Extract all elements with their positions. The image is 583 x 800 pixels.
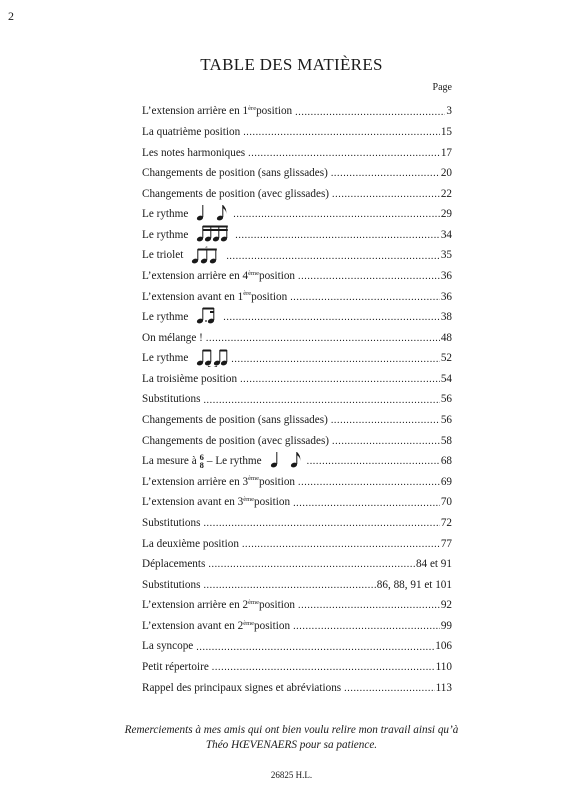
music-notes-icon bbox=[270, 451, 304, 469]
toc-entry-text: Déplacements bbox=[142, 558, 206, 571]
toc-entry-page: 72 bbox=[440, 516, 452, 529]
ordinal-suffix: ère bbox=[243, 290, 252, 298]
publisher-code: 26825 H.L. bbox=[270, 770, 313, 780]
toc-entry bbox=[142, 653, 452, 674]
toc-entry bbox=[142, 138, 452, 159]
dot-leader bbox=[295, 108, 445, 118]
toc-entry bbox=[142, 282, 452, 303]
toc-entry-title bbox=[142, 477, 295, 488]
toc-entry-text: La mesure à bbox=[142, 455, 197, 468]
toc-entry-page: 69 bbox=[440, 475, 452, 488]
toc-entry-text-suffix: position bbox=[258, 475, 296, 488]
toc-entry-text: Petit répertoire bbox=[142, 660, 209, 673]
toc-entry-text: Le rythme bbox=[142, 208, 189, 221]
toc-entry-text: Substitutions bbox=[142, 393, 201, 406]
toc-entry-page: 38 bbox=[440, 311, 452, 324]
toc-entry-page: 17 bbox=[440, 146, 452, 159]
toc-entry-title bbox=[142, 168, 328, 179]
toc-entry-text: Changements de position (sans glissades) bbox=[142, 414, 328, 427]
ordinal-suffix: ère bbox=[248, 105, 257, 113]
toc-entry bbox=[142, 406, 452, 427]
dot-leader bbox=[226, 252, 439, 262]
toc-entry-page: 35 bbox=[440, 249, 452, 262]
toc-entry-text: Le rythme bbox=[142, 311, 189, 324]
toc-entry-page: 34 bbox=[440, 228, 452, 241]
toc-entry bbox=[142, 220, 452, 241]
dot-leader bbox=[196, 643, 434, 653]
toc-entry bbox=[142, 97, 452, 118]
toc-entry-title bbox=[142, 189, 329, 200]
dot-leader bbox=[240, 375, 440, 385]
music-notes-icon bbox=[196, 307, 220, 325]
toc-entry-page: 54 bbox=[440, 372, 452, 385]
toc-entry bbox=[142, 529, 452, 550]
toc-entry-page: 58 bbox=[440, 434, 452, 447]
toc-entry bbox=[142, 591, 452, 612]
page-number: 2 bbox=[8, 9, 14, 23]
dot-leader bbox=[231, 355, 440, 365]
toc-entry-text: L’extension avant en 3 bbox=[142, 496, 244, 509]
acknowledgement-line-2: Théo HŒVENAERS pour sa patience. bbox=[205, 739, 378, 751]
toc-entry-text: L’extension arrière en 1 bbox=[142, 105, 249, 118]
toc-entry-page: 48 bbox=[440, 331, 452, 344]
music-notes-icon bbox=[191, 246, 223, 264]
toc-entry bbox=[142, 159, 452, 180]
toc-entry bbox=[142, 344, 452, 365]
ordinal-suffix: ème bbox=[243, 619, 255, 627]
toc-entry-page: 77 bbox=[440, 537, 452, 550]
toc-entry-text: Le triolet bbox=[142, 249, 184, 262]
toc-entry-text: Le rythme bbox=[142, 352, 189, 365]
toc-entry-page: 86, 88, 91 et 101 bbox=[376, 578, 452, 591]
toc-entry-text: Les notes harmoniques bbox=[142, 146, 246, 159]
toc-entry-title bbox=[142, 436, 329, 447]
dot-leader bbox=[307, 457, 440, 467]
toc-entry-page: 36 bbox=[440, 290, 452, 303]
toc-entry-text: L’extension arrière en 4 bbox=[142, 270, 249, 282]
music-notes-icon bbox=[196, 225, 232, 243]
toc-entry-text: Substitutions bbox=[142, 516, 201, 529]
toc-entry-page: 56 bbox=[440, 393, 452, 406]
toc-entry-page: 70 bbox=[440, 496, 452, 509]
toc-entry bbox=[142, 200, 452, 221]
dot-leader bbox=[344, 684, 434, 694]
toc-entry-text-suffix: position bbox=[258, 599, 296, 612]
toc-entry-title bbox=[142, 333, 203, 344]
dot-leader bbox=[242, 540, 440, 550]
toc-entry-title bbox=[142, 292, 287, 303]
ordinal-suffix: ème bbox=[248, 475, 259, 483]
toc-entry bbox=[142, 179, 452, 200]
toc-entry-text: La quatrième position bbox=[142, 125, 241, 138]
toc-entry-title bbox=[142, 271, 295, 282]
dot-leader bbox=[203, 581, 375, 591]
toc-entry-page: 20 bbox=[440, 167, 452, 180]
dot-leader bbox=[235, 231, 440, 241]
ordinal-suffix: ème bbox=[248, 598, 259, 606]
toc-entry-title bbox=[142, 202, 230, 220]
toc-entry-title bbox=[142, 539, 239, 550]
svg-text:3: 3 bbox=[205, 245, 208, 250]
toc-entry-page: 110 bbox=[435, 660, 452, 673]
dot-leader bbox=[331, 169, 440, 179]
toc-entry-page: 68 bbox=[440, 455, 452, 468]
toc-entry-text-suffix: position bbox=[254, 496, 291, 509]
dot-leader bbox=[208, 560, 415, 570]
toc-entry-title bbox=[142, 497, 290, 508]
toc-entry-title bbox=[142, 394, 200, 405]
dot-leader bbox=[293, 499, 440, 509]
toc-entry-title bbox=[142, 600, 295, 611]
toc-entry-text: Changements de position (avec glissades) bbox=[142, 434, 330, 447]
acknowledgement bbox=[0, 723, 583, 753]
toc-entry bbox=[142, 323, 452, 344]
dot-leader bbox=[290, 293, 440, 303]
ordinal-suffix: ème bbox=[248, 269, 259, 277]
dot-leader bbox=[298, 478, 440, 488]
toc-entry-title bbox=[142, 106, 292, 117]
ordinal-suffix: ème bbox=[243, 496, 255, 504]
toc-entry-page: 56 bbox=[440, 414, 452, 427]
dot-leader bbox=[212, 663, 435, 673]
toc-entry-text: La troisième position bbox=[142, 372, 238, 385]
toc-entry-page: 106 bbox=[435, 640, 452, 653]
dot-leader bbox=[206, 334, 440, 344]
dot-leader bbox=[233, 210, 440, 220]
toc-entry-text-suffix: position bbox=[251, 290, 288, 303]
toc-entry-text: La syncope bbox=[142, 640, 194, 653]
toc-entry-text-suffix: position bbox=[254, 619, 291, 632]
toc-entry-text: Substitutions bbox=[142, 578, 201, 591]
toc-entry-title bbox=[142, 223, 232, 241]
toc-entry bbox=[142, 611, 452, 632]
toc-entry-text: L’extension arrière en 2 bbox=[142, 599, 249, 612]
toc-entry-title bbox=[142, 305, 220, 323]
toc-entry bbox=[142, 550, 452, 571]
time-signature bbox=[200, 453, 204, 469]
toc-entry bbox=[142, 426, 452, 447]
dot-leader bbox=[203, 396, 439, 406]
dot-leader bbox=[243, 128, 440, 138]
toc-entry bbox=[142, 241, 452, 262]
toc-entry-title bbox=[142, 374, 237, 385]
toc-entry-title bbox=[142, 662, 209, 673]
toc-entry-title bbox=[142, 641, 193, 652]
toc-entry-title bbox=[142, 347, 228, 365]
page-column-label: Page bbox=[432, 82, 452, 93]
dot-leader bbox=[331, 416, 440, 426]
toc-entry bbox=[142, 570, 452, 591]
toc-entry bbox=[142, 118, 452, 139]
toc-entry-text: La deuxième position bbox=[142, 537, 239, 550]
dot-leader bbox=[332, 437, 440, 447]
toc-entry-text: L’extension arrière en 3 bbox=[142, 475, 249, 488]
toc-entry-text: Le rythme bbox=[142, 228, 189, 241]
toc-entry-page: 99 bbox=[440, 619, 452, 632]
toc-entry bbox=[142, 365, 452, 386]
toc-entry bbox=[142, 673, 452, 694]
toc-entry-page: 29 bbox=[440, 208, 452, 221]
toc-entry-page: 52 bbox=[440, 352, 452, 365]
acknowledgement-line-1: Remerciements à mes amis qui ont bien voulu relire mon travail ainsi qu’à bbox=[124, 724, 459, 736]
toc-entry-title bbox=[142, 148, 245, 159]
toc-entry-title bbox=[142, 580, 200, 591]
time-signature-bottom: 8 bbox=[199, 460, 204, 471]
toc-entry-text-suffix: position bbox=[258, 270, 296, 282]
dot-leader bbox=[298, 601, 440, 611]
dot-leader bbox=[298, 272, 440, 282]
toc-entry-page: 15 bbox=[440, 125, 452, 138]
toc-entry bbox=[142, 385, 452, 406]
toc-entry-text: On mélange ! bbox=[142, 331, 203, 344]
dot-leader bbox=[248, 149, 440, 159]
toc-entry-text: Rappel des principaux signes et abréviations bbox=[142, 681, 342, 694]
toc-entry-page: 113 bbox=[435, 681, 452, 694]
toc-entry-page: 3 bbox=[446, 105, 452, 118]
dot-leader bbox=[203, 519, 439, 529]
table-of-contents bbox=[142, 97, 452, 694]
page-title: TABLE DES MATIÈRES bbox=[200, 55, 383, 74]
toc-entry bbox=[142, 303, 452, 324]
toc-entry bbox=[142, 447, 452, 471]
toc-entry-title bbox=[142, 683, 341, 694]
dot-leader bbox=[223, 313, 440, 323]
toc-entry-page: 92 bbox=[440, 599, 452, 612]
toc-entry-title bbox=[142, 127, 240, 138]
toc-entry-text: L’extension avant en 2 bbox=[142, 619, 244, 632]
toc-entry bbox=[142, 467, 452, 488]
toc-entry-title bbox=[142, 244, 223, 262]
toc-entry bbox=[142, 509, 452, 530]
dot-leader bbox=[293, 622, 440, 632]
toc-entry bbox=[142, 262, 452, 283]
toc-entry-text-suffix: – Le rythme bbox=[206, 455, 262, 468]
toc-entry-page: 22 bbox=[440, 187, 452, 200]
toc-entry-text-suffix: position bbox=[256, 105, 293, 118]
music-notes-icon bbox=[196, 204, 230, 222]
toc-entry-title bbox=[142, 559, 205, 570]
dot-leader bbox=[332, 190, 440, 200]
toc-entry-title bbox=[142, 415, 328, 426]
time-signature-top: 6 bbox=[199, 452, 204, 463]
toc-entry-text: Changements de position (sans glissades) bbox=[142, 167, 328, 180]
toc-entry bbox=[142, 632, 452, 653]
toc-entry-title bbox=[142, 621, 290, 632]
toc-entry-text: L’extension avant en 1 bbox=[142, 290, 244, 303]
toc-entry-page: 36 bbox=[440, 270, 452, 282]
toc-entry-title bbox=[142, 518, 200, 529]
toc-entry bbox=[142, 488, 452, 509]
toc-entry-page: 84 et 91 bbox=[415, 558, 452, 571]
toc-entry-title bbox=[142, 449, 304, 471]
music-notes-icon bbox=[196, 349, 228, 367]
toc-entry-text: Changements de position (avec glissades) bbox=[142, 187, 330, 200]
